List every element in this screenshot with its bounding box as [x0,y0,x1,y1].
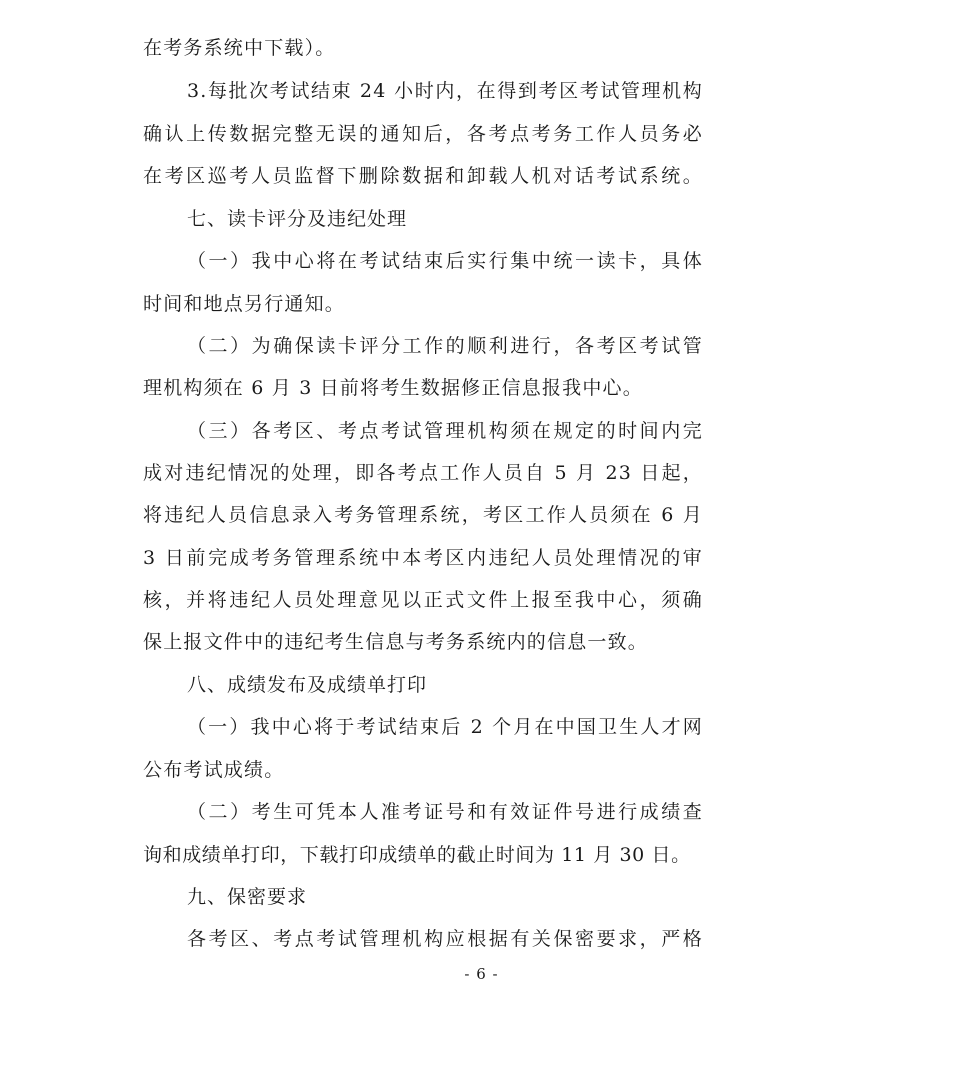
text-line-20: 询和成绩单打印，下载打印成绩单的截止时间为 11 月 30 日。 [143,844,691,866]
text-line-13: 3 日前完成考务管理系统中本考区内违纪人员处理情况的审 [143,547,703,569]
text-line-11: 成对违纪情况的处理，即各考点工作人员自 5 月 23 日起， [143,462,703,484]
text-line-14: 核，并将违纪人员处理意见以正式文件上报至我中心，须确 [143,589,703,611]
text-line-17: （一）我中心将于考试结束后 2 个月在中国卫生人才网 [187,716,703,738]
text-line-8: （二）为确保读卡评分工作的顺利进行，各考区考试管 [187,335,703,357]
text-line-1: 在考务系统中下载）。 [143,37,336,59]
text-line-9: 理机构须在 6 月 3 日前将考生数据修正信息报我中心。 [143,377,643,399]
section-heading-7: 七、读卡评分及违纪处理 [187,208,408,230]
text-line-19: （二）考生可凭本人准考证号和有效证件号进行成绩查 [187,801,703,823]
page-number: - 6 - [464,965,499,983]
text-line-3: 确认上传数据完整无误的通知后，各考点考务工作人员务必 [143,123,703,145]
text-line-10: （三）各考区、考点考试管理机构须在规定的时间内完 [187,420,703,442]
section-heading-8: 八、成绩发布及成绩单打印 [187,674,428,696]
text-line-18: 公布考试成绩。 [143,759,285,781]
text-line-22: 各考区、考点考试管理机构应根据有关保密要求，严格 [187,928,703,950]
text-line-2: 3.每批次考试结束 24 小时内，在得到考区考试管理机构 [187,80,703,102]
text-line-6: （一）我中心将在考试结束后实行集中统一读卡，具体 [187,250,703,272]
text-line-15: 保上报文件中的违纪考生信息与考务系统内的信息一致。 [143,631,649,653]
text-line-7: 时间和地点另行通知。 [143,293,346,315]
section-heading-9: 九、保密要求 [187,886,308,908]
text-line-4: 在考区巡考人员监督下删除数据和卸载人机对话考试系统。 [143,165,703,187]
text-line-12: 将违纪人员信息录入考务管理系统，考区工作人员须在 6 月 [143,504,703,526]
